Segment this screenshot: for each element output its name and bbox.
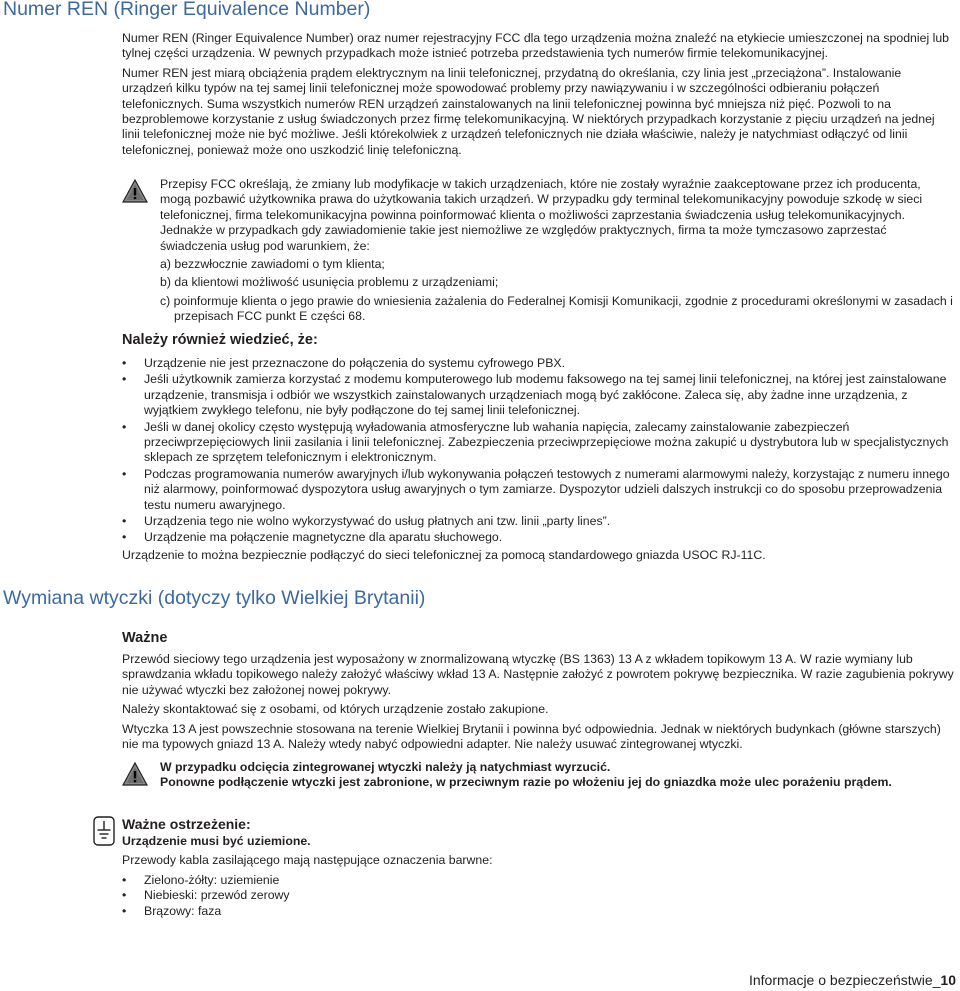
- bullet-icon: •: [122, 530, 127, 545]
- bullet-icon: •: [122, 419, 127, 434]
- fcc-warning-text: Przepisy FCC określają, że zmiany lub modyfikacje w takich urządzeniach, które nie zostały wyraźnie zaakceptowane przez ich producenta, mogą pozbawić użytkownika prawa do użytkowania takich urządzeń. W przypadku gdy terminal telekomunikacyjny powoduje szkodę w sieci telefonicznej, firma telekomunikacyjna powinna poinformować klienta o możliwości zaprzestania świadczenia usług telekomunikacyjnych. Jednakże w przypadkach gdy zawiadomienie takie jest niemożliwe ze względów praktycznych, firma ta może tymczasowo zaprzestać świadczenia usług pod warunkiem, że:: [160, 177, 923, 253]
- caution-bold: Urządzenie musi być uziemione.: [122, 834, 311, 848]
- list-item: • Urządzenie nie jest przeznaczone do połączenia do systemu cyfrowego PBX.: [122, 356, 566, 370]
- plug-paragraph-3: Wtyczka 13 A jest powszechnie stosowana na terenie Wielkiej Brytanii i powinna być odpowiednia. Jednak w niektórych budynkach (główne starszych) nie ma typowych gniazd 13 A. Należy wtedy nabyć odpowiedni adapter. Nie należy usuwać zintegrowanej wtyczki.: [122, 721, 941, 752]
- warning-triangle-icon: [122, 179, 148, 203]
- warning-triangle-icon: [122, 762, 148, 786]
- fcc-condition-item: c) poinformuje klienta o jego prawie do wniesienia zażalenia do Federalnej Komisji Komunikacji, zgodnie z procedurami określonymi w zasadach i przepisach FCC punkt E części 68.: [160, 293, 953, 324]
- list-item: • Zielono-żółty: uziemienie: [122, 872, 280, 887]
- plug-paragraphs: [122, 652, 954, 752]
- caution-title: Ważne ostrzeżenie:: [122, 816, 251, 832]
- also-know-heading: Należy również wiedzieć, że:: [122, 332, 318, 348]
- bullet-icon: •: [122, 872, 127, 887]
- closing-paragraph: Urządzenie to można bezpiecznie podłączyć do sieci telefonicznej za pomocą standardowego gniazda USOC RJ-11C.: [122, 547, 766, 562]
- bullet-icon: •: [122, 372, 127, 387]
- bullet-icon: •: [122, 903, 127, 918]
- list-item: • Niebieski: przewód zerowy: [122, 888, 290, 903]
- footer-label: Informacje o bezpieczeństwie_: [748, 972, 941, 988]
- list-item: • Urządzenia tego nie wolno wykorzystywać do usług płatnych ani tzw. linii „party lines”.: [122, 514, 611, 529]
- page-number: 10: [940, 972, 956, 988]
- ground-caution: [122, 816, 954, 919]
- ren-intro: [122, 31, 954, 158]
- list-item: • Jeśli użytkownik zamierza korzystać z modemu komputerowego lub modemu faksowego na tej samej linii telefonicznej, na której jest zainstalowane urządzenie, transmisja i odbiór we wszystkich zainstalowanych urządzeniach mogą być zakłócone. Zaleca się, aby żadne inne urządzenia, z wyjątkiem zwykłego telefonu, nie były podłączone do tej samej linii telefonicznej.: [122, 372, 947, 418]
- bullet-icon: •: [122, 888, 127, 903]
- bullet-icon: •: [122, 514, 127, 529]
- section-title-ren: Numer REN (Ringer Equivalence Number): [3, 0, 371, 20]
- caution-text: Przewody kabla zasilającego mają następujące oznaczenia barwne:: [122, 853, 493, 868]
- ren-paragraph-1: Numer REN (Ringer Equivalence Number) oraz numer rejestracyjny FCC dla tego urządzenia można znaleźć na etykiecie umieszczonej na spodniej lub tylnej części urządzenia. W pewnych przypadkach może istnieć potrzeba przedstawienia tych numerów firmie telekomunikacyjnej.: [122, 31, 950, 61]
- fcc-condition-item: b) da klientowi możliwość usunięcia problemu z urządzeniami;: [160, 275, 499, 290]
- list-item: • Podczas programowania numerów awaryjnych i/lub wykonywania połączeń testowych z numerami alarmowymi należy, korzystając z numeru innego niż alarmowy, poinformować dyspozytora usług awaryjnych o tym zamiarze. Dyspozytor udzieli dalszych instrukcji co do sposobu przeprowadzenia testu numeru awaryjnego.: [122, 466, 950, 512]
- list-item: • Urządzenie ma połączenie magnetyczne dla aparatu słuchowego.: [122, 530, 503, 545]
- list-item: • Brązowy: faza: [122, 903, 222, 918]
- list-item: • Jeśli w danej okolicy często występują wyładowania atmosferyczne lub wahania napięcia, zalecamy zainstalowanie zabezpieczeń przeciwprzepięciowych linii zasilania i linii telefonicznej. Zabezpieczenia przeciwprzepięciowe można zakupić u dystrybutora lub w specjalistycznych sklepach ze sprzętem telefonicznym i elektronicznym.: [122, 419, 949, 465]
- fcc-warning-block: [122, 177, 954, 325]
- plug-paragraph-1: Przewód sieciowy tego urządzenia jest wyposażony w znormalizowaną wtyczkę (BS 1363) 13 A z wkładem topikowym 13 A. W razie wymiany lub sprawdzania wkładu topikowego należy założyć właściwy wkład 13 A. Następnie założyć z powrotem pokrywę bezpiecznika. W razie zagubienia pokrywy nie używać wtyczki bez założonej nowej pokrywy.: [122, 652, 954, 697]
- plug-paragraph-2: Należy skontaktować się z osobami, od których urządzenie zostało zakupione.: [122, 702, 549, 717]
- plug-warning-block: [122, 760, 954, 791]
- fcc-condition-item: a) bezzwłocznie zawiadomi o tym klienta;: [160, 257, 385, 272]
- ground-symbol-icon: [93, 816, 115, 846]
- important-heading: Ważne: [122, 630, 168, 646]
- page-footer: [749, 972, 956, 988]
- ren-paragraph-2: Numer REN jest miarą obciążenia prądem elektrycznym na linii telefonicznej, przydatną do określania, czy linia jest „przeciążona”. Instalowanie urządzeń kilku typów na tej samej linii telefonicznej może spowodować problemy przy nawiązywaniu i w szczególności odbieraniu połączeń telefonicznych. Suma wszystkich numerów REN urządzeń zainstalowanych na linii telefonicznej powinna być mniejsza niż pięć. Pozwoli to na bezproblemowe korzystanie z usług świadczonych przez firmę telekomunikacyjną. W niektórych przypadkach korzystanie z pięciu urządzeń na jednej linii telefonicznej może nie być możliwe. Jeśli którekolwiek z urządzeń telefonicznych nie działa właściwie, należy je natychmiast odłączyć od linii telefonicznej, ponieważ może ono uszkodzić linię telefoniczną.: [122, 65, 935, 157]
- plug-warning-line-1: W przypadku odcięcia zintegrowanej wtyczki należy ją natychmiast wyrzucić.: [160, 760, 611, 774]
- bullet-icon: •: [122, 466, 127, 481]
- section-title-uk-plug: Wymiana wtyczki (dotyczy tylko Wielkiej Brytanii): [3, 587, 426, 609]
- plug-warning-line-2: Ponowne podłączenie wtyczki jest zabronione, w przeciwnym razie po włożeniu jej do gniazdka może ulec porażeniu prądem.: [160, 775, 892, 790]
- also-know-list: [122, 356, 954, 563]
- bullet-icon: •: [122, 356, 127, 370]
